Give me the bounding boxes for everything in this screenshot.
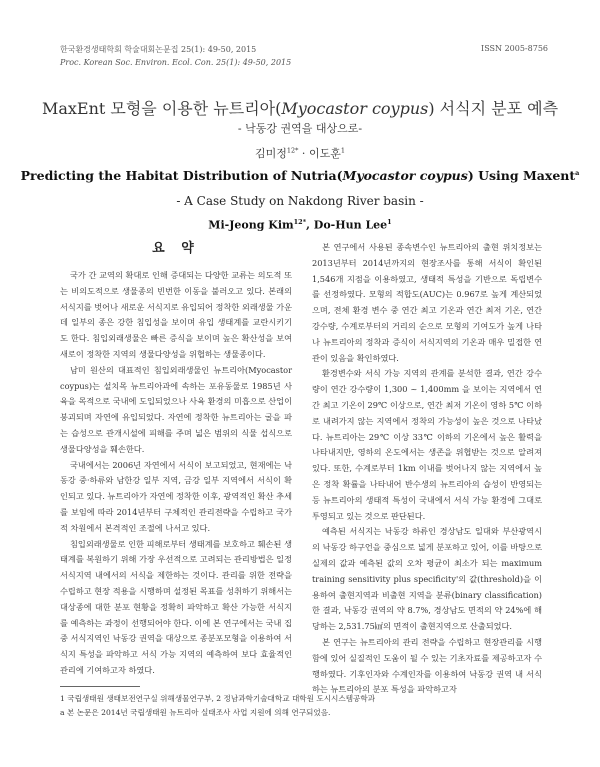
paragraph: 국가 간 교역의 확대로 인해 증대되는 다양한 교류는 의도적 또는 비의도적으로 생물종의 빈번한 이동을 불러오고 있다. 본래의 서식지를 벗어나 새로운 서식지로 유입되어 정착한 외래생물 가운데 일부의 종은 강한 침입성을 보이며 유입 생태계를 교란시키기도 한다. 침입외래생물은 빠른 증식을 보이며 높은 확산성을 보여 새로이 정착한 지역의 생물다양성을 위협하는 생물종이다. <box>60 270 292 359</box>
journal-name-ko: 한국환경생태학회 학술대회논문집 25(1): 49-50, 2015 <box>60 45 257 54</box>
paragraph: 국내에서는 2006년 자연에서 서식이 보고되었고, 현재에는 낙동강 중·하류와 남한강 일부 지역, 금강 일부 지역에서 서식이 확인되고 있다. 뉴트리아가 자연에 정착한 이후, 광역적인 확산 추세를 보임에 따라 2014년부터 구체적인 관리전략을 수립하고 국가적 차원에서 본격적인 조절에 나서고 있다. <box>60 459 292 533</box>
footnote-divider <box>60 686 140 687</box>
footnote-funding: a 본 논문은 2014년 국립생태원 뉴트리아 실태조사 사업 지원에 의해 연구되었음. <box>60 708 331 717</box>
paragraph: 본 연구는 뉴트리아의 관리 전략을 수립하고 현장관리를 시행함에 있어 실질적인 도움이 될 수 있는 기초자료를 제공하고자 수행하였다. 기후인자와 수계인자를 이용하여 낙동강 권역 내 서식하는 뉴트리아의 분포 특성을 파악하고자 <box>312 636 542 695</box>
right-column <box>312 240 542 698</box>
english-title: Predicting the Habitat Distribution of Nutria(Myocastor coypus) Using Maxent$^a$ <box>20 168 580 183</box>
paragraph: 본 연구에서 사용된 종속변수인 뉴트리아의 출현 위치정보는 2013년부터 2014년까지의 현장조사를 통해 서식이 확인된 1,546개 지점을 이용하였고, 생태적 특성을 기반으로 독립변수를 선정하였다. 모형의 적합도(AUC)는 0.967로 높게 계산되었으며, 전체 환경 변수 중 연간 최고 기온과 연간 최저 기온, 연간 강수량, 수계로부터의 거리의 순으로 모형의 기여도가 높게 나타나 뉴트리아의 정착과 증식이 서식지역의 기온과 매우 밀접한 연관이 있음을 확인하였다. <box>312 242 542 363</box>
left-column <box>60 240 292 679</box>
footnote-affiliations: 1 국립생태원 생태보전연구실 위해생물연구부, 2 정남과학기술대학교 대학원 도시시스템공학과 <box>60 694 376 703</box>
korean-subtitle: - 낙동강 권역을 대상으로- <box>237 122 363 135</box>
issn-label: ISSN 2005-8756 <box>481 44 548 53</box>
species-name: Myocastor coypus <box>281 99 429 118</box>
paragraph: 남미 원산의 대표적인 침입외래생물인 뉴트리아(Myocastor coypus)는 설치목 뉴트리아과에 속하는 포유동물로 1985년 사육을 목적으로 국내에 도입되었으나 사육 환경의 미흡으로 산업이 붕괴되며 자연에 유입되었다. 자연에 정착한 뉴트리아는 굴을 파는 습성으로 관개시설에 피해를 주며 넓은 범위의 식물 섭식으로 생물다양성을 훼손한다. <box>60 364 292 454</box>
page-header <box>60 44 548 74</box>
paragraph: 환경변수와 서식 가능 지역의 관계를 분석한 결과, 연간 강수량이 연간 강수량이 1,300 ~ 1,400mm 을 보이는 지역에서 연간 최고 기온이 29℃ 이상으로, 연간 최저 기온이 영하 5℃ 이하로 내려가지 않는 지역에서 정착의 가능성이 높은 것으로 나타났다. 뉴트리아는 29℃ 이상 33℃ 이하의 기온에서 높은 활력을 나타내지만, 영하의 온도에서는 생존을 위협받는 것으로 알려져 있다. 또한, 수계로부터 1km 이내를 벗어나지 않는 지역에서 높은 정착 확률을 나타내어 반수생의 뉴트리아의 습성이 반영되는 등 뉴트리아의 생태적 특성이 국내에서 서식 가능 환경에 그대로 투영되고 있는 것으로 판단된다. <box>312 368 542 521</box>
abstract-heading: 요 약 <box>152 241 200 256</box>
english-authors: Mi-Jeong Kim$^{12*}$, Do-Hun Lee$^1$ <box>208 218 392 232</box>
species-name-en: Myocastor coypus <box>342 168 468 183</box>
korean-title: MaxEnt 모형을 이용한 뉴트리아(Myocastor coypus) 서식지 분포 예측 <box>41 99 559 118</box>
journal-name-en: Proc. Korean Soc. Environ. Ecol. Con. 25(1): 49-50, 2015 <box>60 58 292 67</box>
korean-authors: 김미정$^{12*}$ · 이도훈$^1$ <box>255 146 345 160</box>
paragraph: 침입외래생물로 인한 피해로부터 생태계를 보호하고 훼손된 생태계를 복원하기 위해 가장 우선적으로 고려되는 관리방법은 일정 서식지역 내에서의 서식을 제한하는 것이다. 관리를 위한 전략을 수립하고 현장 적용을 시행하며 설정된 목표를 성취하기 위해서는 대상종에 대한 분포 현황을 정확히 파악하고 확산 가능한 서식지를 예측하는 과정이 선행되어야 한다. 이에 본 연구에서는 국내 집중 서식지역인 낙동강 권역을 대상으로 종분포모형을 이용하여 서식지 특성을 파악하고 서식 가능 지역의 예측하여 보다 효율적인 관리에 기여하고자 하였다. <box>60 538 292 675</box>
paragraph: 예측된 서식지는 낙동강 하류인 경상남도 일대와 부산광역시의 낙동강 하구언을 중심으로 넓게 분포하고 있어, 이를 바탕으로 실제의 값과 예측된 값의 오차 평균이 최소가 되는 maximum training sensitivity plus specificity'의 값(threshold)을 이용하여 출현지역과 비출현 지역을 분류(binary classification)한 결과, 낙동강 권역의 약 8.7%, 경상남도 면적의 약 24%에 해당하는 2,531.75㎢의 면적이 출현지역으로 산출되었다. <box>312 526 542 632</box>
english-subtitle: - A Case Study on Nakdong River basin - <box>176 194 424 208</box>
